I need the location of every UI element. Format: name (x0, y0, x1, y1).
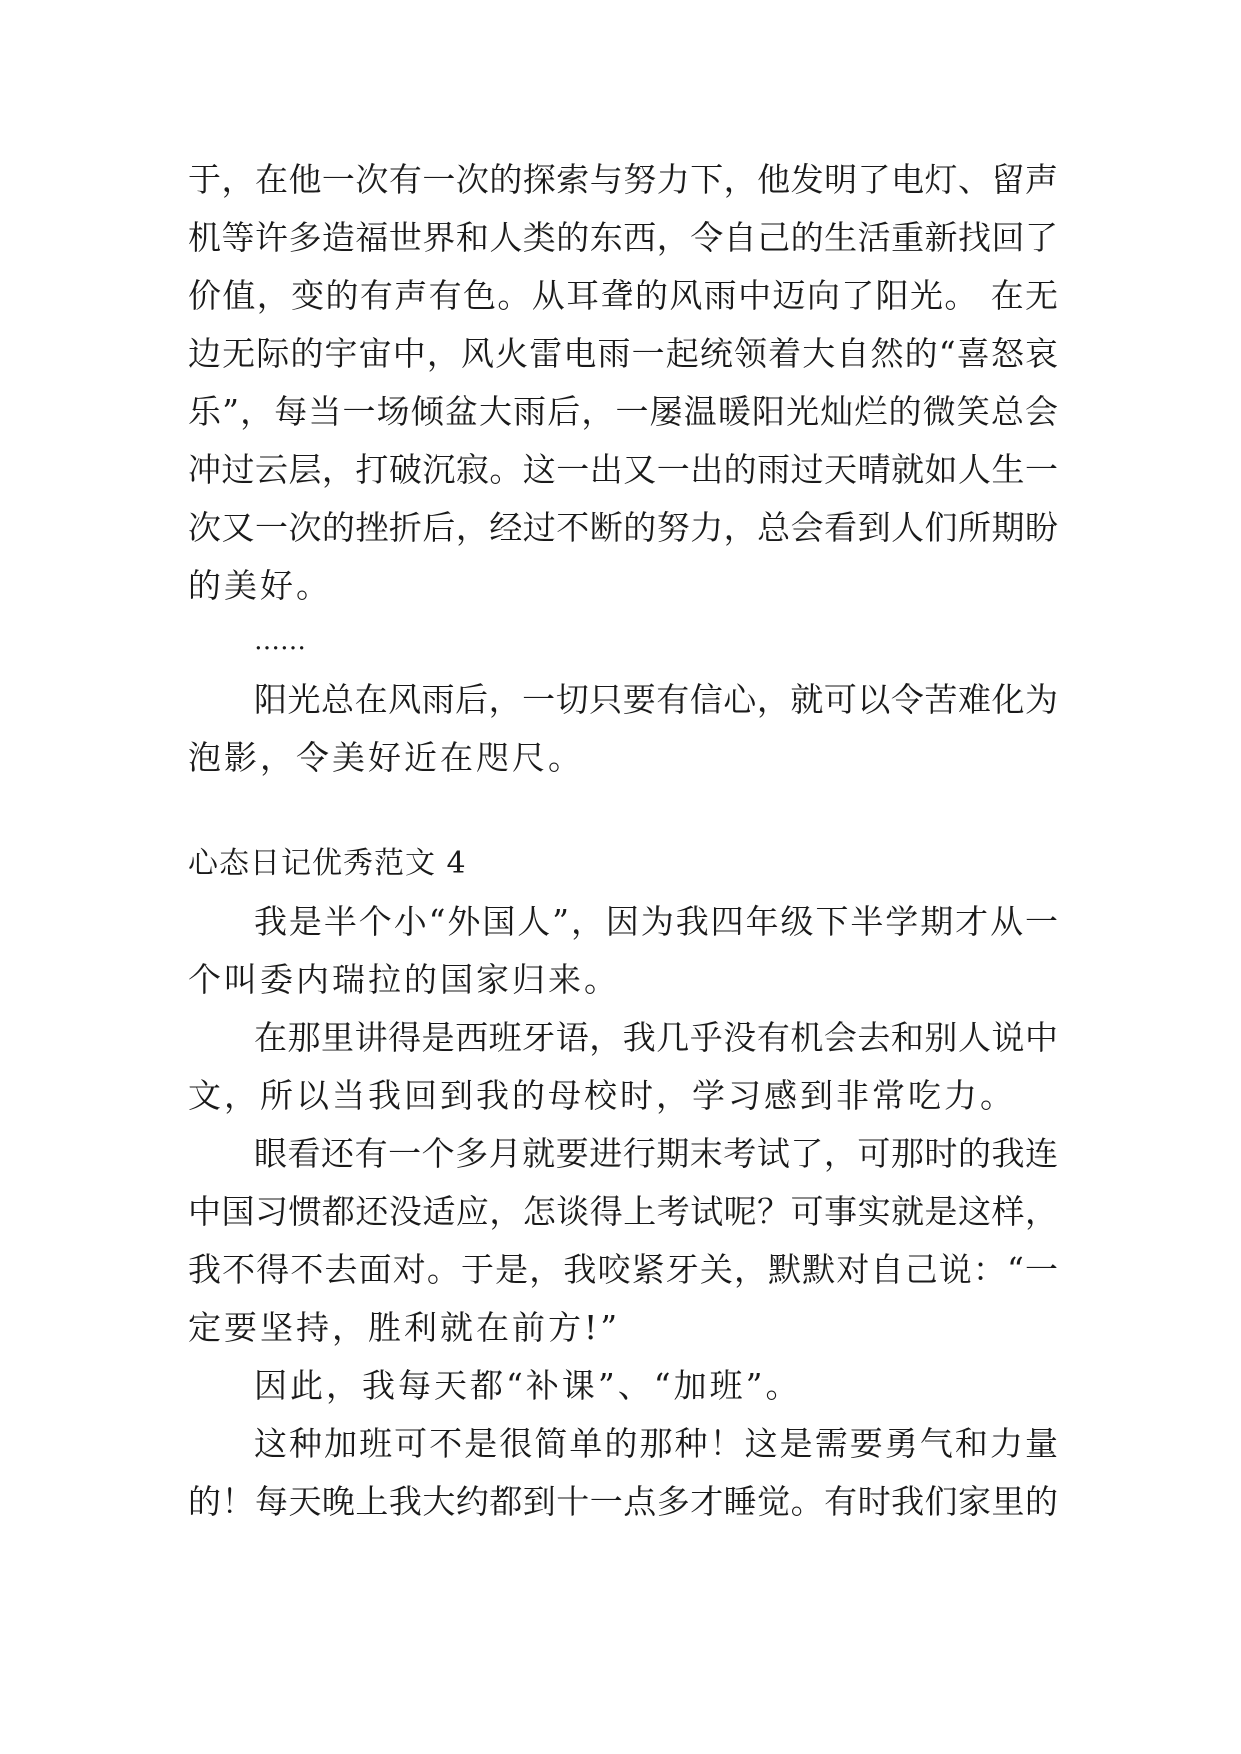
paragraph-1-line-6: 冲过云层，打破沉寂。这一出又一出的雨过天晴就如人生一 (188, 450, 1058, 489)
paragraph-1-line-4: 边无际的宇宙中，风火雷电雨一起统领着大自然的“喜怒哀 (188, 334, 1058, 373)
paragraph-2-line-1: 阳光总在风雨后，一切只要有信心，就可以令苦难化为 (254, 680, 1058, 719)
paragraph-4-line-1: 在那里讲得是西班牙语，我几乎没有机会去和别人说中 (254, 1018, 1058, 1057)
paragraph-7-line-1: 这种加班可不是很简单的那种！这是需要勇气和力量 (254, 1424, 1058, 1463)
paragraph-3-line-2: 个叫委内瑞拉的国家归来。 (188, 960, 620, 999)
paragraph-5-line-4: 定要坚持，胜利就在前方!” (188, 1308, 621, 1347)
paragraph-5-line-1: 眼看还有一个多月就要进行期末考试了，可那时的我连 (254, 1134, 1058, 1173)
paragraph-4-line-2: 文，所以当我回到我的母校时，学习感到非常吃力。 (188, 1076, 1016, 1115)
section-heading: 心态日记优秀范文 4 (188, 846, 467, 881)
paragraph-6-line-1: 因此，我每天都“补课”、“加班”。 (254, 1366, 802, 1405)
paragraph-1-line-5: 乐”，每当一场倾盆大雨后，一屡温暖阳光灿烂的微笑总会 (188, 392, 1058, 431)
paragraph-2-line-2: 泡影，令美好近在咫尺。 (188, 738, 584, 777)
paragraph-1-line-3: 价值，变的有声有色。从耳聋的风雨中迈向了阳光。 在无 (188, 276, 1058, 315)
paragraph-1-line-8: 的美好。 (188, 566, 332, 605)
paragraph-7-line-2: 的！每天晚上我大约都到十一点多才睡觉。有时我们家里的 (188, 1482, 1058, 1521)
paragraph-3-line-1: 我是半个小“外国人”，因为我四年级下半学期才从一 (254, 902, 1058, 941)
paragraph-5-line-2: 中国习惯都还没适应，怎谈得上考试呢？可事实就是这样， (188, 1192, 1058, 1231)
paragraph-1-line-7: 次又一次的挫折后，经过不断的努力，总会看到人们所期盼 (188, 508, 1058, 547)
paragraph-5-line-3: 我不得不去面对。于是，我咬紧牙关，默默对自己说：“一 (188, 1250, 1058, 1289)
paragraph-1-line-1: 于，在他一次有一次的探索与努力下，他发明了电灯、留声 (188, 160, 1058, 199)
ellipsis-separator: …… (254, 626, 306, 656)
paragraph-1-line-2: 机等许多造福世界和人类的东西，令自己的生活重新找回了 (188, 218, 1058, 257)
